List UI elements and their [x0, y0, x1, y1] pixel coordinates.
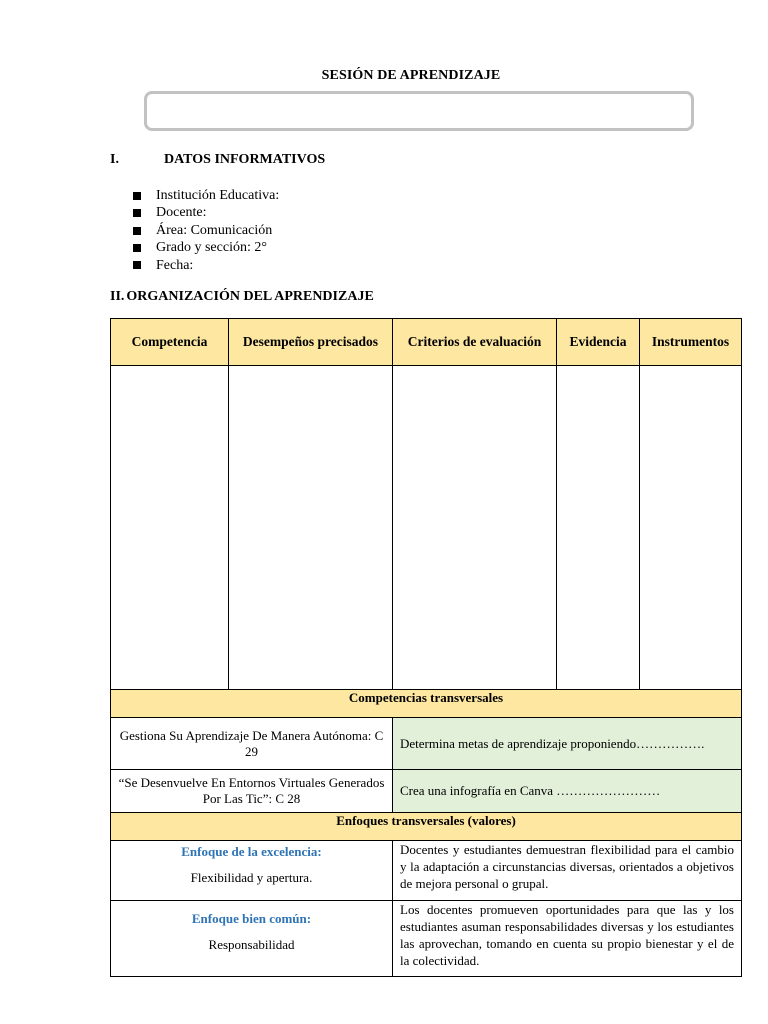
list-item [133, 204, 279, 221]
info-area: Área: Comunicación [156, 222, 273, 238]
header-desempenos: Desempeños precisados [229, 319, 393, 366]
list-item [133, 257, 279, 274]
document-title: SESIÓN DE APRENDIZAJE [321, 68, 501, 83]
info-institucion: Institución Educativa: [156, 188, 280, 203]
enfoque-title: Enfoque bien común: [191, 911, 312, 926]
enfoque-value: Flexibilidad y apertura. [190, 870, 313, 885]
enfoque-cell [111, 841, 393, 901]
list-item [133, 239, 279, 256]
cell-competencia[interactable] [111, 366, 229, 690]
competencia-desc: Determina metas de aprendizaje proponiendo……………. [393, 718, 742, 770]
enfoque-title: Enfoque de la excelencia: [181, 844, 322, 859]
list-item [133, 222, 279, 239]
section-datos-informativos [110, 152, 325, 168]
info-grado: Grado y sección: 2° [156, 240, 267, 256]
enfoque-desc: Docentes y estudiantes demuestran flexibilidad para el cambio y la adaptación a circunstancias diversas, orientados a objetivos de mejora personal o grupal. [393, 841, 742, 901]
header-instrumentos: Instrumentos [640, 319, 742, 366]
square-bullet-icon [133, 261, 141, 269]
learning-organization-table [110, 318, 742, 977]
enfoques-transversales-header: Enfoques transversales (valores) [111, 813, 742, 841]
cell-criterios[interactable] [393, 366, 557, 690]
cell-desempenos[interactable] [229, 366, 393, 690]
header-criterios: Criterios de evaluación [393, 319, 557, 366]
square-bullet-icon [133, 244, 141, 252]
section-number: I. [110, 152, 119, 167]
square-bullet-icon [133, 227, 141, 235]
section-organizacion [110, 289, 374, 305]
cell-evidencia[interactable] [557, 366, 640, 690]
header-evidencia: Evidencia [557, 319, 640, 366]
header-competencia: Competencia [111, 319, 229, 366]
list-item [133, 187, 279, 204]
square-bullet-icon [133, 209, 141, 217]
info-list [133, 187, 279, 274]
info-fecha: Fecha: [156, 257, 194, 273]
session-title-box[interactable] [144, 91, 694, 131]
enfoque-cell [111, 901, 393, 977]
cell-instrumentos[interactable] [640, 366, 742, 690]
section-title: ORGANIZACIÓN DEL APRENDIZAJE [126, 289, 374, 304]
enfoque-desc: Los docentes promueven oportunidades para que las y los estudiantes asuman responsabilidades diversas y los estudiantes las aprovechan, tomando en cuenta su propio bienestar y el de la colectividad. [393, 901, 742, 977]
section-title: DATOS INFORMATIVOS [164, 152, 326, 167]
competencia-name: “Se Desenvuelve En Entornos Virtuales Generados Por Las Tic”: C 28 [111, 770, 393, 813]
enfoque-value: Responsabilidad [208, 937, 295, 952]
info-docente: Docente: [156, 205, 207, 221]
competencias-transversales-header: Competencias transversales [111, 690, 742, 718]
competencia-desc: Crea una infografía en Canva …………………… [393, 770, 742, 813]
square-bullet-icon [133, 192, 141, 200]
competencia-name: Gestiona Su Aprendizaje De Manera Autónoma: C 29 [111, 718, 393, 770]
section-number: II. [110, 289, 125, 304]
